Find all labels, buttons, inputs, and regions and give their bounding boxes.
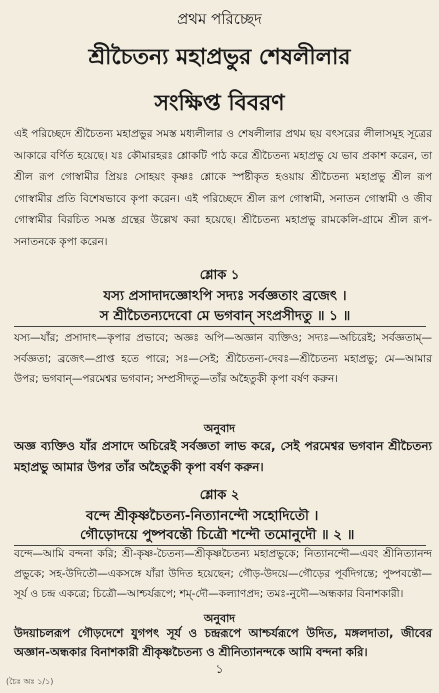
sloka1-verse-line2: স শ্রীচৈতন্যদেবো মে ভগবান্ সংপ্রসীদতু ॥ ১ ॥ xyxy=(99,308,351,324)
sloka2-synonyms: বন্দে—আমি বন্দনা করি; শ্রী-কৃষ্ণ-চৈতন্য—শ্রীকৃষ্ণচৈতন্য মহাপ্রভুকে; নিত্যানন্দৌ—এবং শ্রীনিত্যানন্দ প্রভুকে; সহ-উদিতৌ—একসঙ্গে যাঁরা উদিত হয়েছেন; গৌড়-উদয়ে—গৌড়ের পূর্বদিগন্তে; পুষ্পবন্তৌ—সূর্য ও চন্দ্র একত্রে; চিত্রৌ—আশ্চর্যরূপে; শম্-দৌ—কল্যাণপ্রদ; তমঃ-নুদৌ—অন্ধকার বিনাশকারী। xyxy=(14,548,432,600)
chapter-summary: এই পরিচ্ছেদে শ্রীচৈতন্য মহাপ্রভুর সমস্ত মধ্যলীলার ও শেষলীলার প্রথম ছয় বৎসরের লীলাসমূহ সূত্রের আকারে বর্ণিত হয়েছে। যঃ কৌমারহরঃ শ্লোকটি পাঠ করে শ্রীচৈতন্য মহাপ্রভু যে ভাব প্রকাশ করেন, তা শ্রীল রূপ গোস্বামীর প্রিয়ঃ সোহয়ং কৃষ্ণঃ শ্লোকে স্পষ্টীকৃত হওয়ায় শ্রীচৈতন্য মহাপ্রভু শ্রীল রূপ গোস্বামীর প্রতি বিশেষভাবে কৃপা করেন। এই পরিচ্ছেদে শ্রীল রূপ গোস্বামী, সনাতন গোস্বামী ও জীব গোস্বামীর বিরচিত সমস্ত গ্রন্থের উল্লেখ করা হয়েছে। শ্রীচৈতন্য মহাপ্রভু রামকেলি-গ্রামে শ্রীল রূপ-সনাতনকে কৃপা করেন। xyxy=(14,128,432,248)
sloka1-verse-line1: যস্য প্রসাদাদজ্ঞোঽপি সদ্যঃ সর্বজ্ঞতাং ব্রজেৎ । xyxy=(103,288,347,304)
sloka2-translation: উদয়াচলরূপ গৌড়দেশে যুগপৎ সূর্য ও চন্দ্ররূপে আশ্চর্যরূপে উদিত, মঙ্গলদাতা, জীবের অজ্ঞান-অন্ধকার বিনাশকারী শ্রীকৃষ্ণচৈতন্য ও শ্রীনিত্যানন্দকে আমি বন্দনা করি। xyxy=(14,626,432,659)
page-title-line2: সংক্ষিপ্ত বিবরণ xyxy=(154,91,285,116)
sloka1-heading: শ্লোক ১ xyxy=(199,268,240,283)
divider xyxy=(14,326,426,327)
page-number: ১ xyxy=(215,662,224,676)
sloka1-translation: অজ্ঞ ব্যক্তিও যাঁর প্রসাদে অচিরেই সর্বজ্ঞতা লাভ করে, সেই পরমেশ্বর ভগবান শ্রীচৈতন্য মহাপ্রভু আমার উপর তাঁর অহৈতুকী কৃপা বর্ষণ করুন। xyxy=(14,439,432,474)
sloka2-heading: শ্লোক ২ xyxy=(199,488,240,503)
sloka2-verse-line2: গৌড়োদয়ে পুষ্পবন্তৌ চিত্রৌ শন্দৌ তমোনুদৌ ॥ ২ ॥ xyxy=(80,527,355,543)
footer-code: (চৈঃ অঃ ১/১) xyxy=(6,677,54,686)
sloka1-anubad-heading: অনুবাদ xyxy=(203,422,236,435)
sloka1-synonyms: যস্য—যাঁর; প্রসাদাৎ—কৃপার প্রভাবে; অজ্ঞঃ অপি—অজ্ঞান ব্যক্তিও; সদ্যঃ—অচিরেই; সর্বজ্ঞতাম্—সর্বজ্ঞতা; ব্রজেৎ—প্রাপ্ত হতে পারে; সঃ—সেই; শ্রীচৈতন্য-দেবঃ—শ্রীচৈতন্য মহাপ্রভু; মে—আমার উপর; ভগবান্—পরমেশ্বর ভগবান; সম্প্রসীদতু—তাঁর অহৈতুকী কৃপা বর্ষণ করুন। xyxy=(14,332,432,385)
chapter-heading: প্রথম পরিচ্ছেদ xyxy=(177,10,262,28)
sloka2-anubad-heading: অনুবাদ xyxy=(203,612,236,625)
sloka2-verse-line1: বন্দে শ্রীকৃষ্ণচৈতন্য-নিত্যানন্দৌ সহোদিতৌ । xyxy=(86,508,319,524)
page-title-line1: শ্রীচৈতন্য মহাপ্রভুর শেষলীলার xyxy=(88,45,351,70)
